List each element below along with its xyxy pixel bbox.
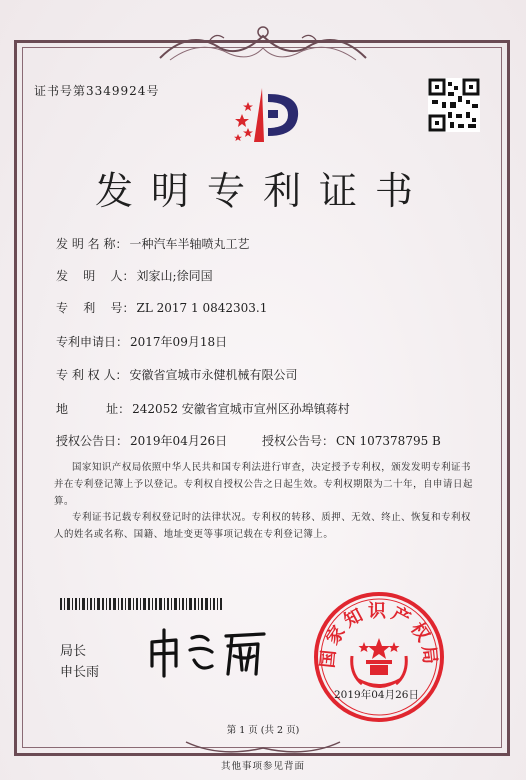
patent-number-field (56, 299, 267, 316)
grant-pub-no-label: 授权公告号： (262, 434, 335, 448)
grant-pub-date-label: 授权公告日： (56, 434, 129, 448)
address-label: 地 址： (56, 402, 131, 416)
footer-note: 其他事项参见背面 (220, 761, 305, 772)
grant-pub-date-field (56, 432, 227, 449)
director-name: 申长雨 (60, 665, 100, 680)
cnipa-logo-icon (234, 80, 304, 150)
grant-pub-no-field (262, 432, 441, 449)
certificate-number: 证书号第3349924号 (34, 84, 160, 98)
invention-name-value: 一种汽车半轴喷丸工艺 (129, 237, 250, 251)
qr-code-icon (428, 78, 480, 132)
application-date-field (56, 333, 227, 350)
certificate-title: 发明专利证书 (94, 169, 431, 213)
bottom-ornament-icon (180, 736, 346, 760)
grant-pub-date-value: 2019年04月26日 (130, 434, 228, 448)
patentee-value: 安徽省宣城市永健机械有限公司 (129, 368, 298, 382)
grant-statement-paragraph: 国家知识产权局依照中华人民共和国专利法进行审查，决定授予专利权，颁发发明专利证书并在专利登记簿上予以登记。专利权自授权公告之日起生效。专利权期限为二十年，自申请日起算。 (54, 462, 473, 507)
invention-name-label: 发 明 名 称： (56, 237, 128, 251)
invention-name-field (56, 235, 249, 252)
top-ornament-icon (150, 18, 376, 68)
patent-number-value: ZL 2017 1 0842303.1 (136, 301, 268, 315)
patentee-field (56, 366, 297, 383)
legal-status-paragraph: 专利证书记载专利权登记时的法律状况。专利权的转移、质押、无效、终止、恢复和专利权人的姓名或名称、国籍、地址变更等事项记载在专利登记簿上。 (54, 512, 472, 540)
application-date-value: 2017年09月18日 (130, 335, 228, 349)
inventor-field (56, 267, 213, 284)
seal-text: 国家知识产权局 (317, 601, 441, 669)
inventor-value: 刘家山;徐同国 (136, 269, 213, 283)
application-date-label: 专利申请日： (56, 335, 129, 349)
address-value: 242052 安徽省宣城市宣州区孙埠镇蒋村 (132, 402, 350, 416)
barcode-icon (60, 598, 222, 610)
signature-image (146, 626, 270, 678)
director-title: 局长 (60, 644, 87, 659)
seal-date: 2019年04月26日 (334, 689, 419, 701)
page-number: 第 1 页 (共 2 页) (226, 725, 300, 736)
grant-pub-no-value: CN 107378795 B (336, 434, 441, 448)
patent-number-label: 专 利 号： (56, 301, 135, 315)
patentee-label: 专 利 权 人： (56, 368, 128, 382)
inventor-label: 发 明 人： (56, 269, 135, 283)
official-seal-icon (312, 590, 446, 724)
address-field (56, 400, 350, 417)
